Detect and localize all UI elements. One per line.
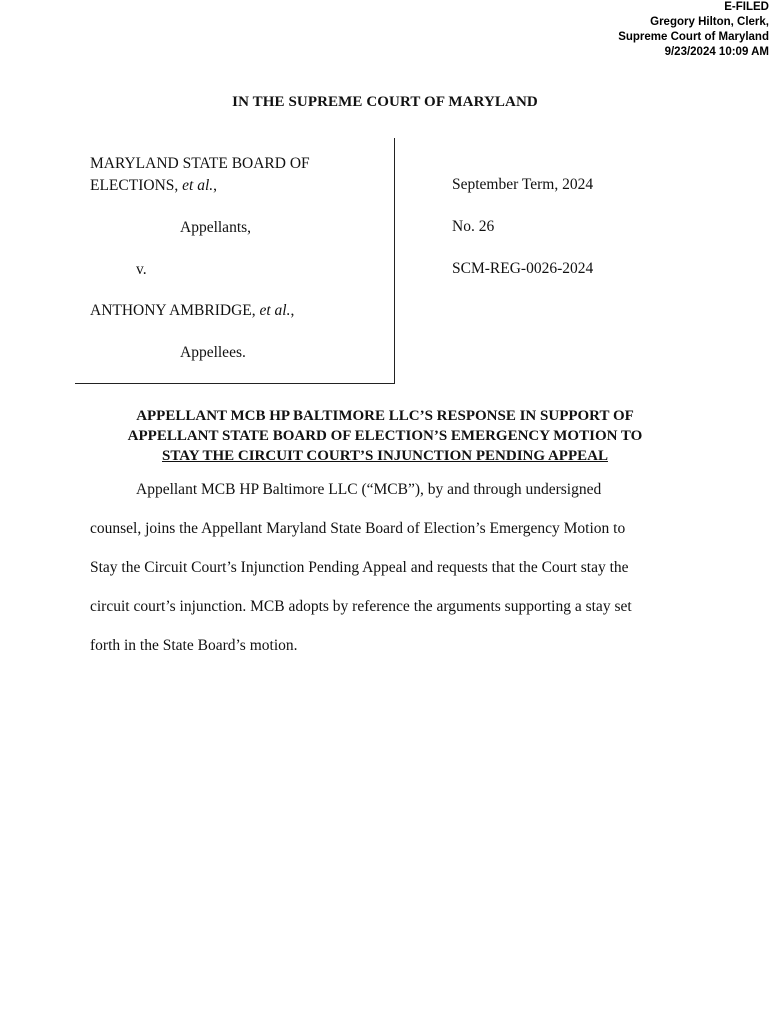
term-label: September Term, 2024: [452, 176, 594, 193]
appellant-name-line1: MARYLAND STATE BOARD OF: [90, 155, 310, 172]
efiled-label: E-FILED: [724, 1, 769, 13]
appellees-label: Appellees.: [180, 344, 246, 361]
appellee-name-text: ANTHONY AMBRIDGE,: [90, 302, 256, 319]
court-title: IN THE SUPREME COURT OF MARYLAND: [232, 94, 538, 110]
docket-number: SCM-REG-0026-2024: [452, 260, 594, 277]
appellant-et-al: et al.: [182, 177, 214, 194]
caption-vertical-divider: [394, 138, 395, 384]
court-name: Supreme Court of Maryland: [618, 31, 769, 43]
clerk-name: Gregory Hilton, Clerk,: [650, 16, 769, 28]
document-title-line1: APPELLANT MCB HP BALTIMORE LLC’S RESPONSE IN SUPPORT OF: [136, 408, 634, 424]
versus-label: v.: [136, 261, 147, 278]
body-line-4: circuit court’s injunction. MCB adopts by reference the arguments supporting a stay set: [90, 598, 632, 615]
appellant-name-text: ELECTIONS,: [90, 177, 179, 194]
body-line-3: Stay the Circuit Court’s Injunction Pending Appeal and requests that the Court stay the: [90, 559, 629, 576]
filed-timestamp: 9/23/2024 10:09 AM: [664, 46, 769, 58]
efiled-stamp: [618, 0, 769, 60]
document-title: [0, 406, 770, 466]
body-line-5: forth in the State Board’s motion.: [90, 637, 298, 654]
caption-horizontal-divider: [75, 383, 395, 384]
appellant-comma: ,: [213, 177, 218, 194]
document-title-line2: APPELLANT STATE BOARD OF ELECTION’S EMERGENCY MOTION TO: [127, 428, 643, 444]
appellee-et-al: et al.: [259, 302, 291, 319]
appellee-comma: ,: [290, 302, 295, 319]
appellant-name-line2: [90, 177, 217, 195]
case-number: No. 26: [452, 218, 495, 235]
appellants-label: Appellants,: [180, 219, 252, 236]
appellee-name: [90, 302, 294, 320]
body-line-2: counsel, joins the Appellant Maryland State Board of Election’s Emergency Motion to: [90, 520, 626, 537]
body-line-1: Appellant MCB HP Baltimore LLC (“MCB”), by and through undersigned: [136, 481, 602, 498]
document-title-line3: STAY THE CIRCUIT COURT’S INJUNCTION PENDING APPEAL: [162, 448, 608, 464]
